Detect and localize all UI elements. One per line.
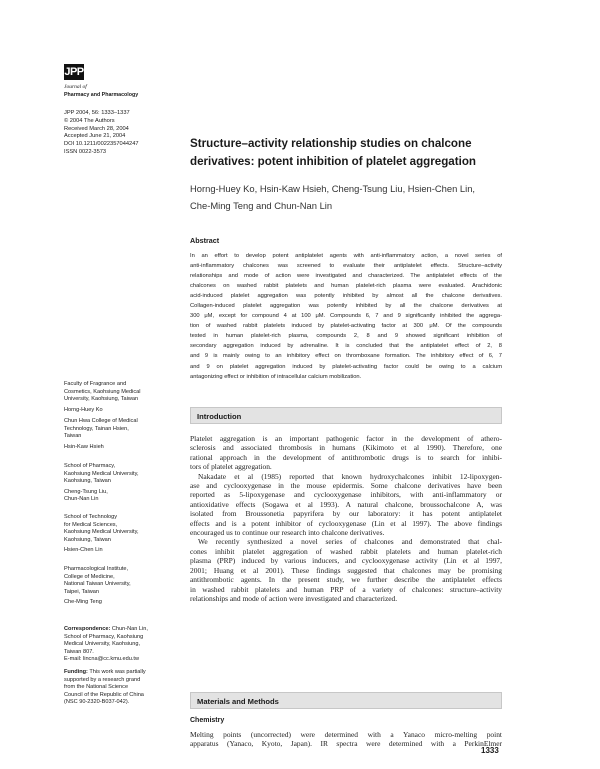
affiliation-5: Pharmacological Institute, College of Medicine, National Taiwan University, Taipei, Taiwan Che-Ming Teng — [64, 566, 179, 607]
funding-note: Funding: This work was partially supported by a research grand from the National Science Council of the Republic of China (NSC 90-2320-B037-042). — [64, 669, 146, 706]
affiliation-author: Horng-Huey Ko — [64, 406, 103, 413]
logo-line-1: Journal of — [64, 84, 87, 90]
chemistry-subheading: Chemistry — [190, 717, 225, 724]
funding-label: Funding: — [64, 669, 88, 675]
affiliation-author: Hsien-Chen Lin — [64, 547, 103, 554]
meta-copyright: © 2004 The Authors — [64, 117, 115, 124]
affiliation-4: School of Technology for Medical Sciences, Kaohsiung Medical University, Kaohsiung, Taiwan Hsien-Chen Lin — [64, 514, 179, 555]
paper-title: Structure–activity relationship studies on chalcone derivatives: potent inhibition of platelet aggregation — [190, 137, 476, 168]
correspondence-label: Correspondence: — [64, 626, 111, 632]
affiliation-author: Chun-Nan Lin — [64, 496, 99, 503]
affiliation-1: Faculty of Fragrance and Cosmetics, Kaohsiung Medical University, Kaohsiung, Taiwan Horng-Huey Ko — [64, 381, 179, 414]
affiliation-author: Che-Ming Teng — [64, 599, 102, 606]
meta-doi: DOI 10.1211/0022357044247 — [64, 141, 139, 148]
meta-received: Received March 28, 2004 — [64, 125, 129, 132]
affiliation-author: Cheng-Tsung Liu, — [64, 488, 108, 495]
affiliation-3: School of Pharmacy, Kaohsiung Medical University, Kaohsiung, Taiwan Cheng-Tsung Liu, Chun-Nan Lin — [64, 463, 179, 504]
author-list: Horng-Huey Ko, Hsin-Kaw Hsieh, Cheng-Tsung Liu, Hsien-Chen Lin, Che-Ming Teng and Chun-Nan Lin — [190, 183, 476, 211]
affiliation-author: Hsin-Kaw Hsieh — [64, 443, 104, 450]
correspondence-email: E-mail: lincna@cc.kmu.edu.tw — [64, 656, 140, 663]
journal-logo — [64, 64, 139, 98]
article-meta — [64, 110, 174, 157]
introduction-heading: Introduction — [197, 411, 242, 421]
page-number: 1333 — [481, 746, 499, 755]
methods-body: Melting points (uncorrected) were determined with a Yanaco micro-melting point apparatus (Yanaco, Kyoto, Japan). IR spectra were determined with a PerkinElmer — [190, 730, 502, 749]
introduction-body: Platelet aggregation is an important pathogenic factor in the development of athero- sclerosis and associated thrombosis in humans (Kikimoto et al 1990). Therefore, one rational approach in the development of antithrombotic drugs is to search for inhibi- tors of platelet aggregation. Nakadate et al (1985) reported that known hydroxychalcones inhibit 12-lipoxygen- ase and cyclooxygenase in the mouse epidermis. Some chalcone derivatives have been reported as 5-lipoxygenase and cyclooxygenase inhibitors, with anti-inflammatory or antioxidative effects (Sogawa et al 1993). A natural chalcone, broussochalcone A, was isolated from Broussonetia papyrifera by our laboratory: it has potent antiplatelet effects and is a potent inhibitor of cyclooxygenase (Lin et al 1997). The above findings encouraged us to continue our research into chalcone derivatives. We recently synthesized a novel series of chalcones and demonstrated that chal- cones inhibit platelet aggregation of washed rabbit platelets and human platelet-rich plasma (PRP) induced by various inducers, and cyclooxygenase activity (Lin et al 1997, 2001; Huang et al 2001). These findings suggested that chalcones may be promising antithrombotic agents. In the present study, we further describe the antiplatelet effects in washed rabbit platelets and human PRP of a variety of chalcones: structure–activity relationships and mode of action were investigated and characterized. — [190, 434, 502, 603]
methods-heading-bar — [190, 692, 502, 709]
methods-heading: Materials and Methods — [197, 696, 279, 706]
meta-accepted: Accepted June 21, 2004 — [64, 133, 126, 140]
introduction-heading-bar — [190, 407, 502, 424]
abstract-heading: Abstract — [190, 236, 220, 245]
logo-mark: JPP — [64, 66, 84, 78]
correspondence-note: Correspondence: Chun-Nan Lin, School of Pharmacy, Kaohsiung Medical University, Kaohsiung, Taiwan 807. E-mail: lincna@cc.kmu.edu.tw — [64, 626, 179, 664]
meta-issn: ISSN 0022-3573 — [64, 148, 107, 155]
logo-line-2: Pharmacy and Pharmacology — [64, 92, 139, 98]
meta-citation: JPP 2004, 56: 1333–1337 — [64, 110, 130, 116]
abstract-body: In an effort to develop potent antiplatelet agents with anti-inflammatory action, a novel series of anti-inflammatory chalcones was screened to evaluate their antiplatelet effects. Structure–activity relationships and mode of action were investigated and characterized. The antiplatelet effects of the chalcones on washed rabbit platelets and human platelet-rich plasma were evaluated. Arachidonic acid-induced platelet aggregation was potently inhibited by almost all the chalcone derivatives. Collagen-induced platelet aggregation was potently inhibited by all the chalcone derivatives at 300 μM, except for compound 4 at 100 μM. Compounds 6, 7 and 9 significantly inhibited the aggrega- tion of washed rabbit platelets induced by platelet-activating factor at 300 μM. Of the compounds tested in human platelet-rich plasma, compounds 2, 8 and 9 showed significant inhibition of secondary aggregation induced by adrenaline. It is concluded that the antiplatelet effect of 2, 8 and 9 is mainly owing to an inhibitory effect on thromboxane formation. The inhibitory effect of 6, 7 and 9 on platelet aggregation induced by platelet-activating factor could be owing to a calcium antagonizing effect or inhibition of intracellular calcium mobilization. — [190, 253, 502, 380]
affiliation-2: Chun Hwa College of Medical Technology, Tainan Hsien, Taiwan Hsin-Kaw Hsieh — [64, 418, 179, 451]
